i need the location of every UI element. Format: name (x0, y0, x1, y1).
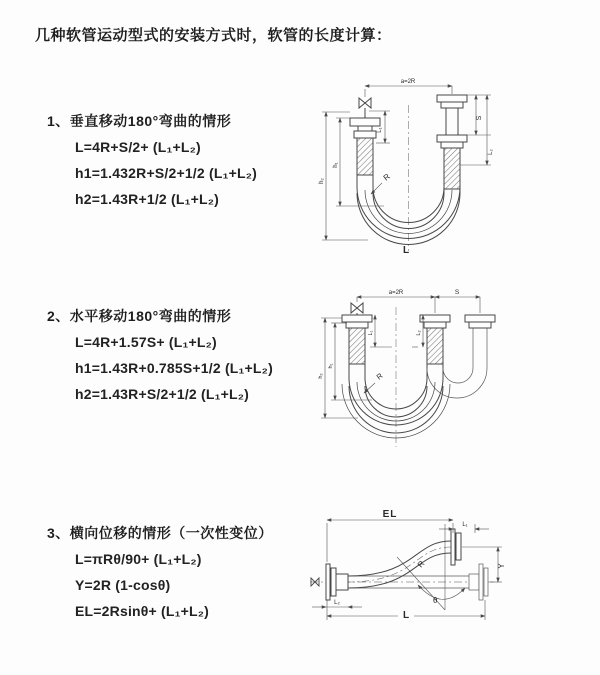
hose-displaced (348, 541, 451, 588)
section-3-formula-EL: EL=2Rsinθ+ (L₁+L₂) (75, 603, 210, 619)
dim-label-l2: L₂ (416, 330, 422, 336)
radius-label: R (381, 171, 392, 183)
braided-hose-section (349, 328, 365, 364)
dim-label-y: Y (497, 563, 506, 569)
section-2-formula-h1: h1=1.43R+0.785S+1/2 (L₁+L₂) (75, 360, 273, 376)
valve-icon (351, 303, 363, 313)
diagram-horizontal-180-bend (312, 283, 512, 463)
page-title: 几种软管运动型式的安装方式时，软管的长度计算： (35, 27, 392, 44)
middle-pipe-fitting (420, 315, 450, 364)
right-pipe-fitting (437, 95, 467, 189)
dim-label-l1: L₁ (377, 127, 383, 133)
dim-label-l1: L₁ (368, 330, 374, 336)
braided-hose-section (427, 328, 443, 364)
section-2-heading: 2、水平移动180°弯曲的情形 (47, 308, 232, 324)
section-1-heading: 1、垂直移动180°弯曲的情形 (47, 113, 232, 129)
dim-label-h1: h₁ (328, 363, 334, 369)
radius-label: R (374, 371, 385, 382)
dim-label-s: S (476, 115, 483, 121)
valve-icon (359, 98, 371, 108)
section-1-formula-h1: h1=1.432R+S/2+1/2 (L₁+L₂) (75, 165, 257, 181)
diagram-lateral-displacement (302, 502, 514, 634)
dim-label-a2r: a=2R (400, 79, 416, 85)
dim-label-h2: h₂ (318, 373, 324, 379)
dim-label-a2r: a=2R (388, 290, 404, 296)
right-pipe-fitting (465, 315, 495, 328)
dim-label-l1: L₁ (462, 522, 468, 528)
right-flange-fitting (451, 529, 461, 565)
diagram-vertical-180-bend (310, 75, 505, 260)
dim-label-h2: h₂ (319, 178, 325, 184)
dim-label-el: EL (382, 509, 398, 520)
section-1-formula-L: L=4R+S/2+ (L₁+L₂) (75, 139, 201, 155)
dim-label-l2: L₂ (488, 149, 494, 155)
dim-label-l2: L₂ (334, 600, 340, 606)
section-3-formula-Y: Y=2R (1-cosθ) (75, 577, 171, 593)
dimension-lines (312, 520, 502, 620)
section-3-heading: 3、横向位移的情形（一次性变位） (47, 525, 273, 541)
braided-hose-section (444, 148, 460, 189)
radius-label: R (415, 559, 427, 570)
braided-hose-section (357, 138, 373, 175)
left-pipe-fitting (350, 98, 380, 175)
section-2-formula-L: L=4R+1.57S+ (L₁+L₂) (75, 334, 217, 350)
section-1-formula-h2: h2=1.43R+1/2 (L₁+L₂) (75, 191, 220, 207)
dim-label-s: S (454, 289, 460, 296)
left-flange-fitting (326, 564, 348, 600)
length-label: L (402, 610, 410, 621)
dimension-lines (322, 86, 491, 240)
length-label: L (402, 245, 410, 256)
section-2-formula-h2: h2=1.43R+S/2+1/2 (L₁+L₂) (75, 386, 250, 402)
dim-label-h1: h₁ (333, 162, 339, 168)
section-3-formula-L: L=πRθ/90+ (L₁+L₂) (75, 551, 202, 567)
angle-label: θ (433, 596, 438, 605)
